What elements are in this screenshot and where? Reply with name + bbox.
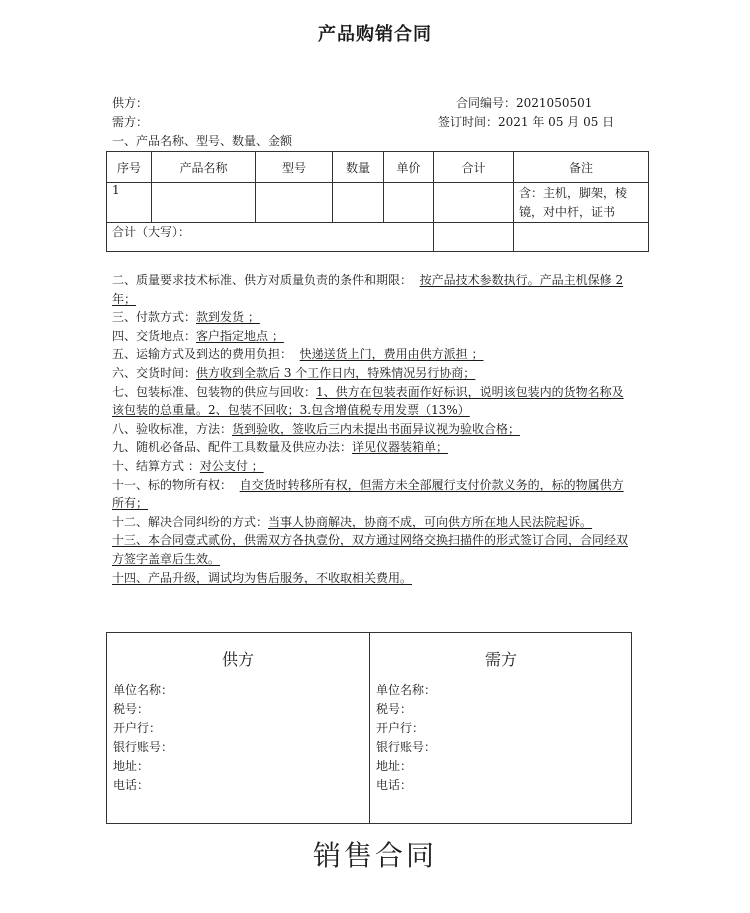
table-header-row: [107, 152, 649, 183]
sign-date-label: 签订时间：: [438, 115, 499, 129]
term-11: [112, 476, 632, 513]
term-6: [112, 364, 632, 383]
term-9: [112, 438, 632, 457]
col-header-index: 序号: [107, 152, 152, 183]
col-header-subtotal: 合计: [434, 152, 514, 183]
term-4: [112, 327, 632, 346]
supplier-bank: 开户行：: [113, 721, 162, 735]
term-6-value: 供方收到全款后 3 个工作日内，特殊情况另行协商；: [196, 365, 476, 380]
term-8-label: 八、验收标准，方法：: [112, 421, 233, 436]
term-11-value: 自交货时转移所有权，但需方未全部履行支付价款义务的，标的物属供方所有；: [112, 477, 624, 511]
buyer-phone: 电话：: [376, 778, 413, 792]
term-9-value: 详见仪器装箱单；: [352, 440, 449, 455]
supplier-party: [107, 633, 369, 795]
term-12-value: 当事人协商解决，协商不成，可向供方所在地人民法院起诉。: [268, 514, 593, 529]
sign-date: [438, 113, 614, 130]
buyer-label: 需方：: [112, 115, 149, 129]
cell-product-name: [152, 183, 256, 223]
table-total-row: [107, 223, 649, 252]
cell-index: 1: [107, 183, 152, 223]
supplier-address: 地址：: [113, 759, 150, 773]
buyer-bank-account: 银行账号：: [376, 740, 437, 754]
table-row: [107, 183, 649, 223]
term-5-value: 快递送货上门，费用由供方派担 ；: [299, 347, 484, 362]
section-1-title: 一、产品名称、型号、数量、金额: [112, 134, 293, 148]
supplier-phone: 电话：: [113, 778, 150, 792]
contract-title: 产品购销合同: [318, 24, 432, 45]
col-header-quantity: 数量: [333, 152, 384, 183]
term-7-value: 1、供方在包装表面作好标识，说明该包装内的货物名称及该包装的总重量。2、包装不回收；3.包含增值税专用发票（13%）: [112, 384, 624, 418]
buyer-fields: [370, 681, 632, 795]
term-3-label: 三、付款方式：: [112, 310, 197, 325]
col-header-remark: 备注: [514, 152, 649, 183]
cell-remark: 含：主机，脚架，棱镜，对中杆，证书: [514, 183, 649, 223]
term-2-label: 二、质量要求技术标准、供方对质量负责的条件和期限：: [112, 273, 413, 287]
term-12: [112, 513, 632, 532]
supplier-party-title: 供方: [221, 650, 254, 669]
term-5-label: 五、运输方式及到达的费用负担：: [112, 347, 293, 362]
product-table: [106, 151, 649, 252]
term-4-label: 四、交货地点：: [112, 328, 197, 343]
supplier-fields: [107, 681, 369, 795]
contract-terms: [112, 271, 632, 587]
buyer-tax-id: 税号：: [376, 702, 413, 716]
cell-model: [256, 183, 333, 223]
term-7-label: 七、包装标准、包装物的供应与回收：: [112, 384, 317, 399]
term-3: [112, 308, 632, 327]
term-2-value: 按产品技术参数执行。产品主机保修 2 年；: [112, 273, 624, 306]
supplier-bank-account: 银行账号：: [113, 740, 174, 754]
contract-number-label: 合同编号：: [456, 96, 517, 110]
total-amount-cell: [434, 223, 514, 252]
col-header-product-name: 产品名称: [152, 152, 256, 183]
col-header-unit-price: 单价: [384, 152, 434, 183]
supplier-tax-id: 税号：: [113, 702, 150, 716]
cell-quantity: [333, 183, 384, 223]
cell-unit-price: [384, 183, 434, 223]
buyer-party: [370, 633, 632, 795]
term-8: [112, 420, 632, 439]
term-10: [112, 457, 632, 476]
col-header-model: 型号: [256, 152, 333, 183]
buyer-company-name: 单位名称：: [376, 683, 437, 697]
term-14: 十四、产品升级，调试均为售后服务，不收取相关费用。: [112, 570, 413, 585]
buyer-bank: 开户行：: [376, 721, 425, 735]
supplier-company-name: 单位名称：: [113, 683, 174, 697]
term-3-value: 款到发货 ；: [196, 310, 260, 325]
contract-number: [456, 94, 592, 111]
cell-subtotal: [434, 183, 514, 223]
sign-date-value: 2021 年 05 月 05 日: [498, 115, 615, 129]
term-10-value: 对公支付 ；: [199, 458, 264, 473]
term-7: [112, 383, 632, 420]
total-label: 合计（大写）：: [107, 223, 434, 252]
term-10-label: 十、结算方式 ：: [112, 458, 200, 473]
term-4-value: 客户指定地点 ；: [196, 328, 284, 343]
term-13: 十三、本合同壹式贰份，供需双方各执壹份，双方通过网络交换扫描件的形式签订合同，合同经双方签字盖章后生效。: [112, 533, 629, 566]
contract-number-value: 2021050501: [516, 96, 593, 110]
signature-box: [106, 632, 632, 824]
term-2: [112, 271, 632, 308]
term-5: [112, 345, 632, 364]
supplier-label: 供方：: [112, 96, 149, 110]
term-6-label: 六、交货时间：: [112, 365, 197, 380]
footer-title: 销售合同: [312, 839, 437, 872]
buyer-party-title: 需方: [484, 650, 517, 669]
buyer-address: 地址：: [376, 759, 413, 773]
term-9-label: 九、随机必备品、配件工具数量及供应办法：: [112, 440, 353, 455]
term-12-label: 十二、解决合同纠纷的方式：: [112, 514, 269, 529]
term-8-value: 货到验收，签收后三内未提出书面异议视为验收合格；: [232, 421, 521, 436]
term-11-label: 十一、标的物所有权：: [112, 477, 233, 492]
total-remark-cell: [514, 223, 649, 252]
